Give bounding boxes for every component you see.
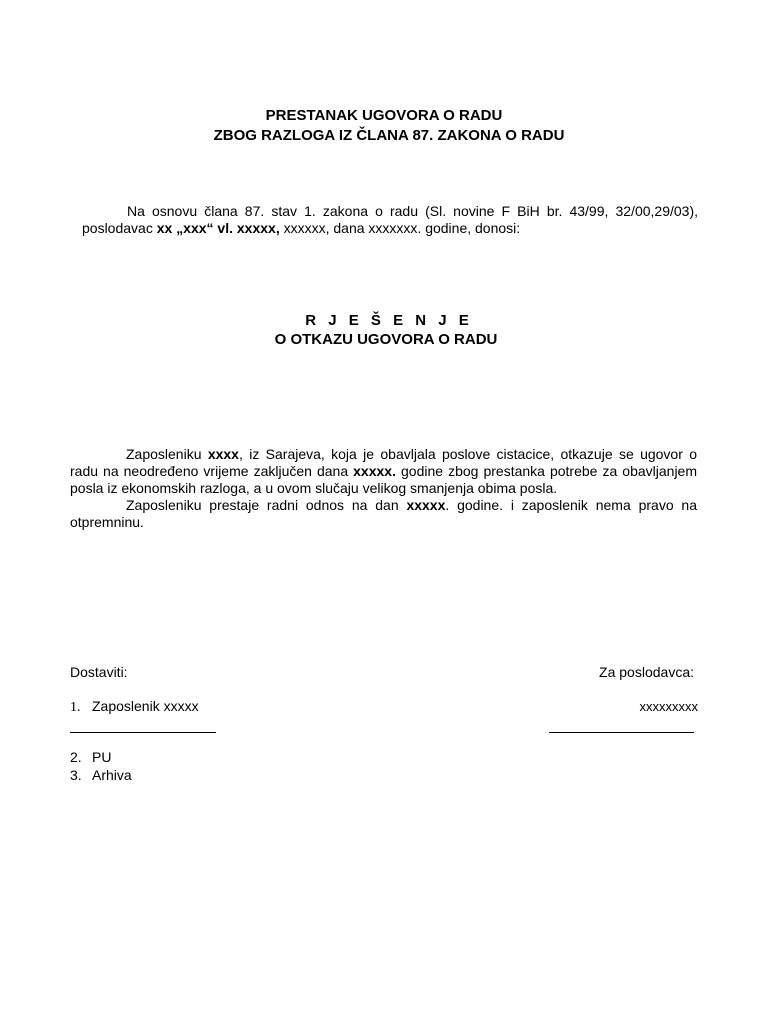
recipient-item-3	[70, 766, 132, 784]
recipient-number: 1.	[70, 700, 81, 715]
decision-subtitle: O OTKAZU UGOVORA O RADU	[274, 331, 498, 348]
title-line-1: PRESTANAK UGOVORA O RADU	[265, 107, 503, 124]
recipient-label: Zaposlenik xxxxx	[92, 698, 199, 714]
za-poslodavca-label: Za poslodavca:	[599, 664, 694, 680]
recipient-list	[70, 748, 132, 784]
intro-paragraph	[82, 203, 698, 237]
decision-body	[70, 446, 697, 531]
recipient-label: PU	[92, 749, 112, 765]
decision-title: R J E Š E N J E	[305, 312, 473, 329]
p2-text-1: Zaposleniku prestaje radni odnos na dan	[126, 497, 407, 513]
intro-text-2: xxxxxx, dana xxxxxxx. godine, donosi:	[279, 220, 521, 236]
p2-text-2: . godine. i zaposlenik nema pravo na otpremninu.	[70, 497, 697, 530]
body-paragraph-1	[70, 446, 697, 497]
p1-text-1: Zaposleniku	[126, 446, 208, 462]
title-line-2: ZBOG RAZLOGA IZ ČLANA 87. ZAKONA O RADU	[213, 127, 565, 144]
recipient-label: Arhiva	[92, 767, 132, 783]
p1-text-3: godine zbog prestanka potrebe za obavljanjem posla iz ekonomskih razloga, a u ovom slučaju velikog smanjenja obima posla.	[70, 463, 698, 496]
signature-line-left	[70, 732, 216, 733]
document-title	[0, 106, 768, 146]
recipient-item-1	[70, 698, 199, 716]
decision-heading	[0, 311, 768, 349]
signature-name: xxxxxxxxx	[639, 699, 698, 714]
body-paragraph-2	[70, 497, 697, 531]
recipient-number: 2.	[70, 749, 82, 765]
intro-text-1: Na osnovu člana 87. stav 1. zakona o radu (Sl. novine F BiH br. 43/99, 32/00,29/03), poslodavac	[82, 203, 698, 236]
p1-date: xxxxx.	[353, 463, 396, 479]
recipient-item-2	[70, 748, 132, 766]
p1-employee: xxxx	[207, 446, 239, 462]
signature-line-right	[549, 732, 694, 733]
p1-text-2: , iz Sarajeva, koja je obavljala poslove cistacice, otkazuje se ugovor o radu na neodređeno vrijeme zaključen dana	[70, 446, 697, 479]
recipient-number: 3.	[70, 767, 82, 783]
p2-date: xxxxx	[406, 497, 446, 513]
intro-employer: xx „xxx“ vl. xxxxx,	[156, 220, 280, 236]
dostaviti-label: Dostaviti:	[70, 664, 128, 680]
